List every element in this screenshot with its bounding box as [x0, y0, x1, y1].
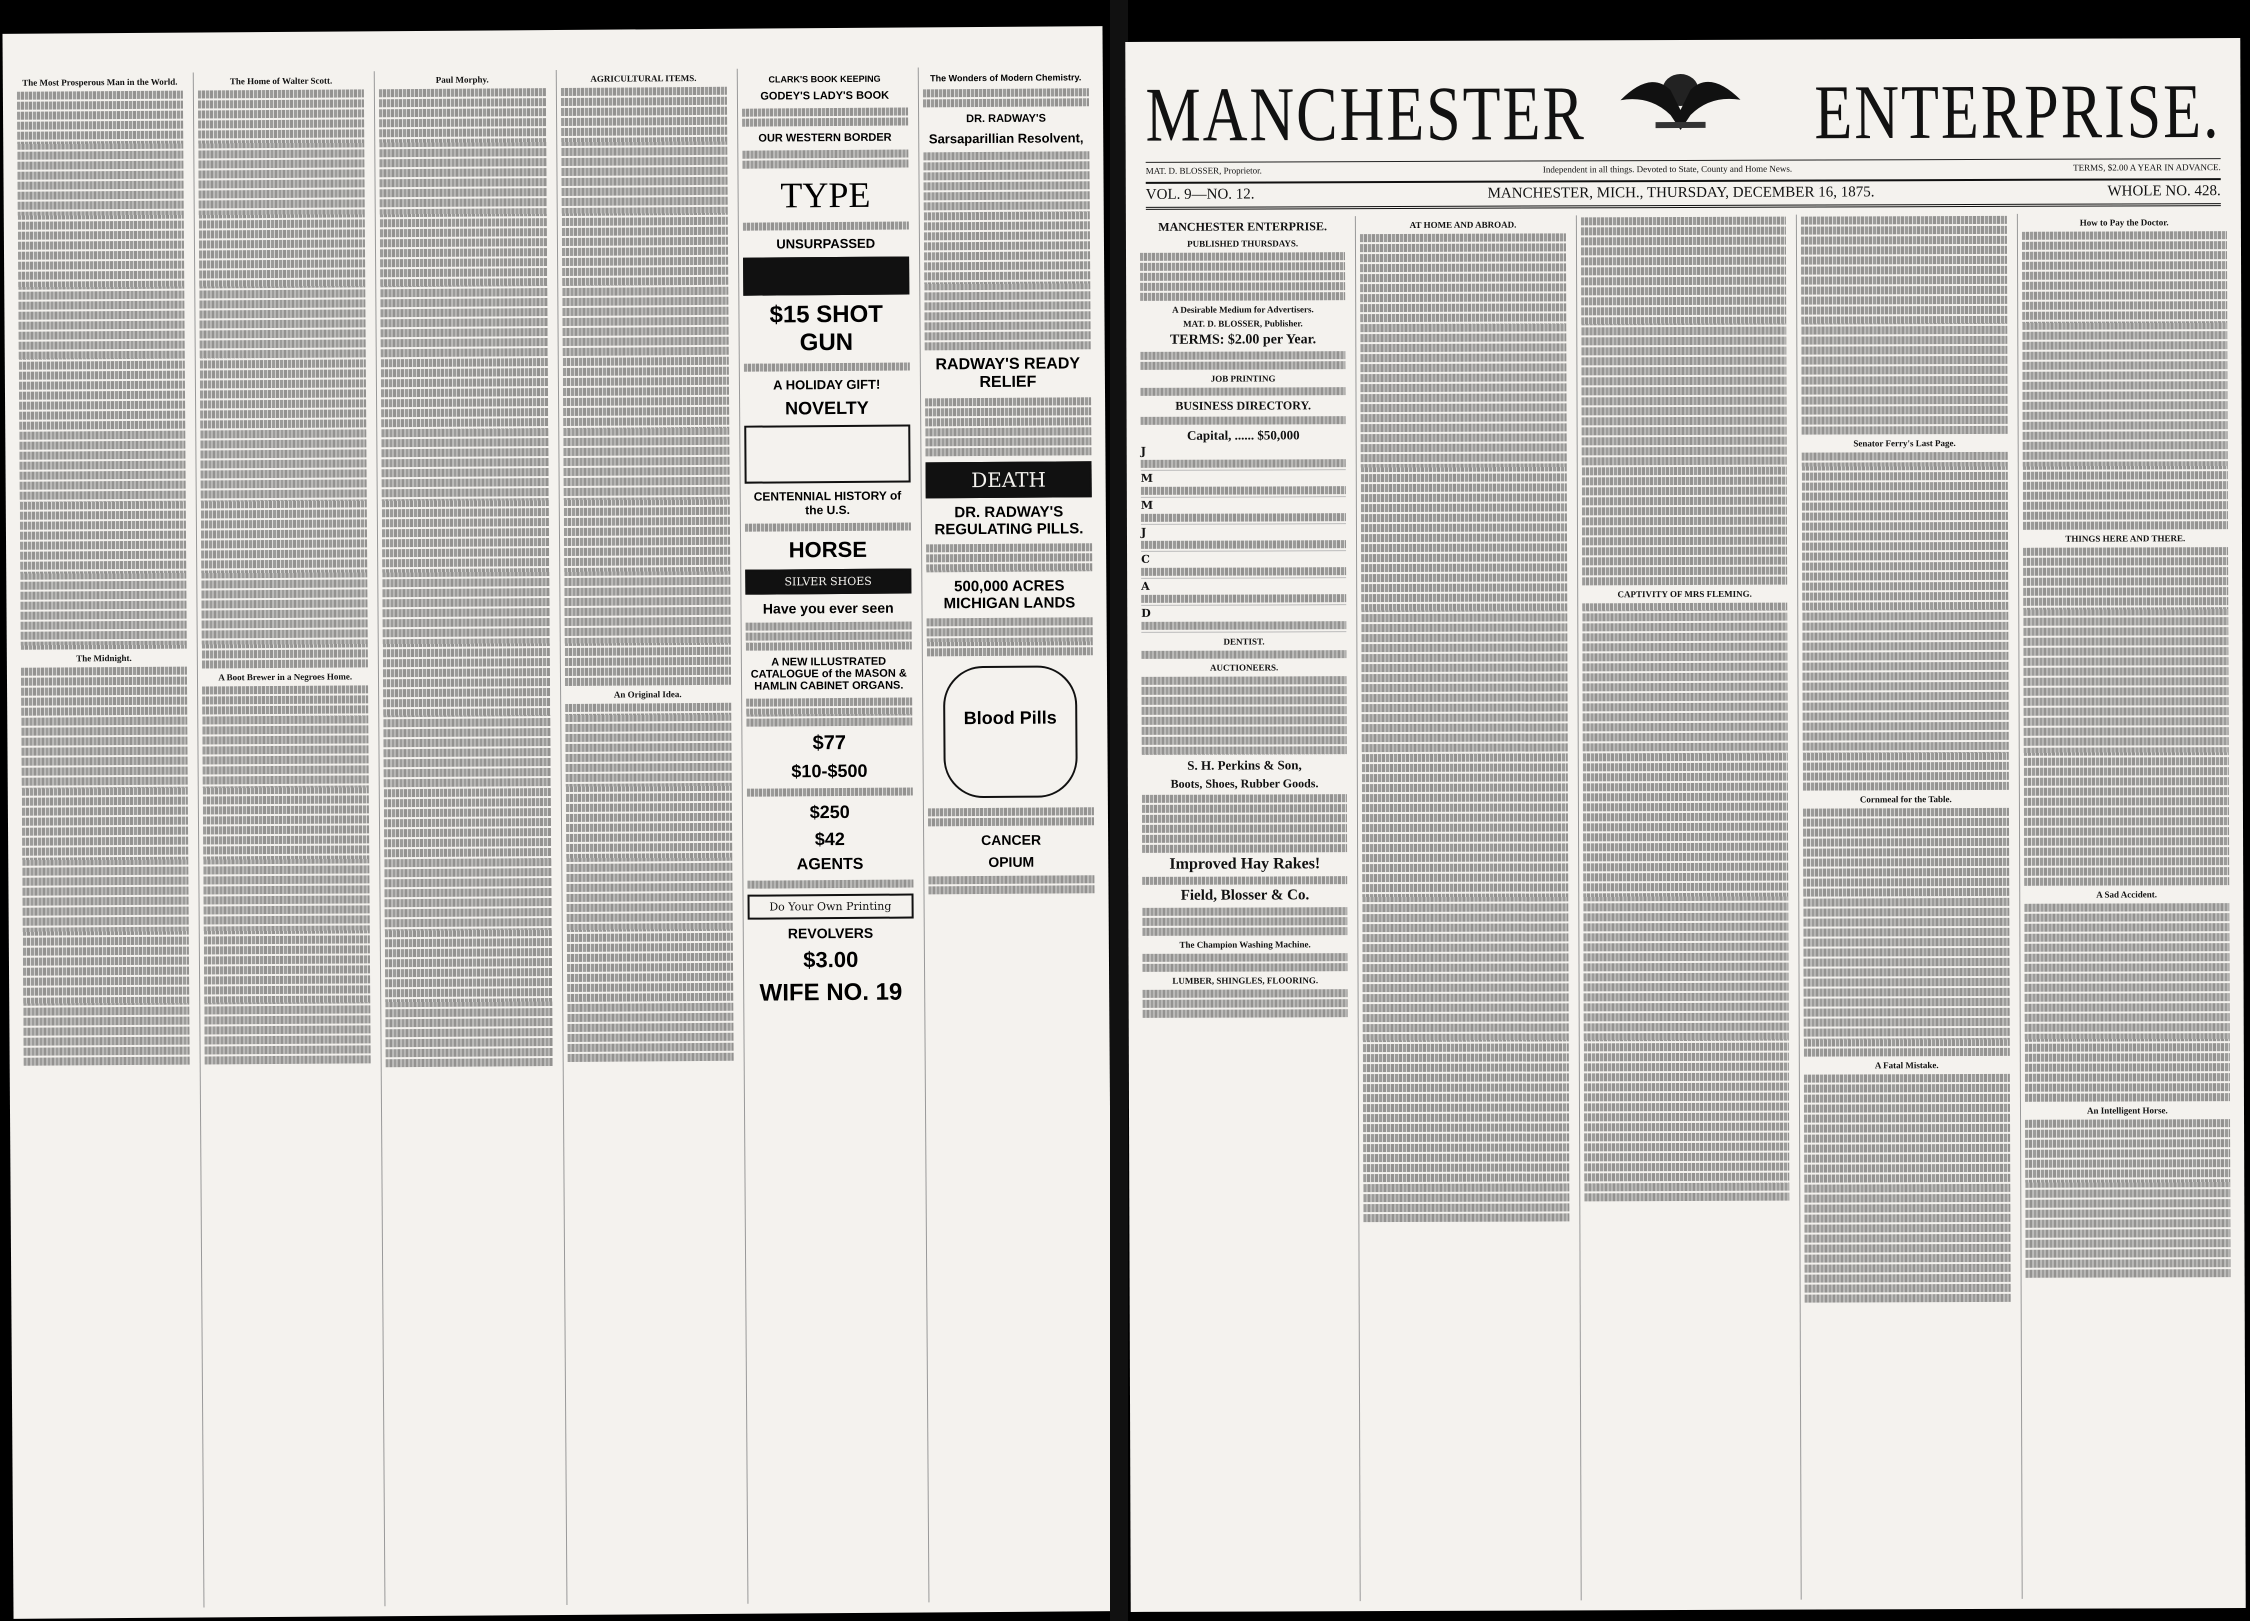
eagle-emblem-icon [1615, 60, 1745, 140]
ad-text: CENTENNIAL HISTORY of the U.S. [753, 488, 902, 518]
ad-text: $10-$500 [791, 760, 868, 782]
job-printing: JOB PRINTING [1210, 373, 1276, 384]
right-page-columns [1136, 213, 2236, 1602]
ad-text: Blood Pills [963, 707, 1057, 729]
article-heading: The Most Prosperous Man in the World. [22, 76, 178, 88]
ad-text: UNSURPASSED [776, 235, 876, 252]
bottle-illustration [943, 665, 1078, 798]
article-heading: An Intelligent Horse. [2086, 1105, 2168, 1116]
ad-text: AGENTS [796, 855, 864, 874]
manufacturer-name: Field, Blosser & Co. [1180, 887, 1310, 904]
business-directory-heading: BUSINESS DIRECTORY. [1175, 398, 1312, 413]
publisher-name: MAT. D. BLOSSER, Publisher. [1183, 318, 1303, 329]
ad-text: A NEW ILLUSTRATED CATALOGUE of the MASON & HAMLIN CABINET ORGANS. [750, 655, 907, 693]
whole-number: WHOLE NO. 428. [2107, 183, 2221, 200]
left-col-5-ads [736, 68, 922, 1604]
advertiser-blurb: A Desirable Medium for Advertisers. [1172, 304, 1314, 315]
article-heading: An Original Idea. [613, 689, 682, 700]
article-heading: How to Pay the Doctor. [2079, 217, 2169, 228]
ad-text: DEATH [925, 461, 1091, 498]
ad-text: WIFE NO. 19 [759, 978, 903, 1007]
ad-text: $3.00 [803, 946, 859, 973]
ad-text: TYPE [780, 174, 871, 216]
ad-text: REVOLVERS [787, 924, 874, 942]
ad-text: 500,000 ACRES MICHIGAN LANDS [943, 577, 1076, 613]
right-col-4 [1796, 214, 2015, 1600]
right-newspaper-page [1125, 38, 2245, 1612]
ad-text: A HOLIDAY GIFT! [773, 376, 881, 393]
terms-line: TERMS, $2.00 A YEAR IN ADVANCE. [2073, 162, 2221, 173]
left-col-3 [374, 70, 560, 1606]
article-heading: A Fatal Mistake. [1874, 1060, 1939, 1071]
right-col-1-directory: MANCHESTER ENTERPRISE. PUBLISHED THURSDAYS. A Desirable Medium for Advertisers. MAT. D. BLOSSER, Publisher. TERMS: $2.00 per Year. JOB PRINTING BUSINESS DIRECTORY. Capital, ...... $50,000 J M M J C A D DENTIST. AUCTIONEERS. S. H. Perkins & Son, Boots, Shoes, Rubber Goods. Improved Hay Rakes! Field, Blosser & Co. The Champion Washing Machine. LUMBER, SHINGLES, FLOORING. [1136, 216, 1354, 1602]
article-heading: THINGS HERE AND THERE. [2065, 533, 2186, 544]
hay-rakes-ad: Improved Hay Rakes! [1169, 855, 1321, 873]
ad-text: GODEY'S LADY'S BOOK [760, 89, 890, 103]
dentist-heading: DENTIST. [1223, 636, 1265, 647]
boots-ad: Boots, Shoes, Rubber Goods. [1170, 776, 1319, 791]
article-heading: Senator Ferry's Last Page. [1853, 438, 1956, 449]
article-heading: Paul Morphy. [435, 74, 489, 85]
ad-text: CLARK'S BOOK KEEPING [768, 73, 881, 85]
ad-text: $77 [812, 731, 846, 755]
left-col-1 [13, 73, 198, 1609]
article-heading: The Home of Walter Scott. [229, 75, 333, 87]
issue-date: MANCHESTER, MICH., THURSDAY, DECEMBER 16, 1875. [1487, 184, 1875, 202]
article-heading: AGRICULTURAL ITEMS. [590, 73, 697, 84]
ad-text: $250 [809, 801, 850, 823]
ad-text: SILVER SHOES [745, 569, 911, 595]
masthead-subline [1146, 158, 2221, 176]
paper-name-heading: MANCHESTER ENTERPRISE. [1158, 219, 1327, 234]
ad-image-block [743, 257, 909, 296]
left-col-4 [555, 69, 741, 1605]
ad-text: DR. RADWAY'S [966, 112, 1046, 126]
ad-image-block [744, 425, 911, 484]
left-col-2 [193, 71, 379, 1607]
ad-text: HORSE [788, 536, 868, 563]
ad-text: The Wonders of Modern Chemistry. [930, 72, 1082, 84]
ad-text: $42 [814, 828, 845, 850]
left-page-columns [13, 66, 1104, 1609]
right-col-3 [1576, 215, 1795, 1601]
article-heading: Cornmeal for the Table. [1859, 794, 1952, 805]
article-heading: CAPTIVITY OF MRS FLEMING. [1617, 588, 1752, 600]
masthead-title-right: ENTERPRISE. [1814, 69, 2221, 156]
article-heading: The Midnight. [76, 652, 132, 664]
volume-number: VOL. 9—NO. 12. [1145, 186, 1255, 203]
article-heading: A Sad Accident. [2096, 889, 2157, 900]
right-col-2 [1355, 215, 1574, 1601]
ad-text: RADWAY'S READY RELIEF [935, 355, 1081, 392]
ad-text: NOVELTY [784, 397, 869, 419]
publish-day: PUBLISHED THURSDAYS. [1187, 238, 1299, 249]
right-col-5 [2016, 213, 2235, 1599]
article-heading: A Boot Brewer in a Negroes Home. [218, 671, 353, 683]
ad-text: CANCER [981, 831, 1042, 849]
bank-capital: Capital, ...... $50,000 [1186, 427, 1300, 443]
left-newspaper-page [2, 26, 1113, 1619]
ad-text: Do Your Own Printing [747, 894, 913, 920]
ad-text: $15 SHOT GUN [769, 300, 884, 357]
ad-text: Have you ever seen [762, 599, 894, 617]
ad-text: Sarsaparillian Resolvent, [928, 130, 1084, 147]
ad-text: DR. RADWAY'S REGULATING PILLS. [934, 503, 1084, 539]
auctioneers-heading: AUCTIONEERS. [1209, 662, 1279, 673]
publisher-line: MAT. D. BLOSSER, Proprietor. [1145, 165, 1262, 176]
article-heading: AT HOME AND ABROAD. [1409, 219, 1517, 230]
masthead-title-left: MANCHESTER [1145, 71, 1586, 159]
motto-line: Independent in all things. Devoted to State, County and Home News. [1542, 163, 1793, 175]
ad-text: OUR WESTERN BORDER [758, 131, 892, 145]
left-col-6-ads [918, 66, 1104, 1602]
dateline [1146, 178, 2221, 210]
lumber-ad: LUMBER, SHINGLES, FLOORING. [1172, 975, 1319, 986]
perkins-ad: S. H. Perkins & Son, [1187, 757, 1302, 773]
masthead [1145, 58, 2221, 203]
ad-text: OPIUM [988, 853, 1035, 870]
subscription-terms: TERMS: $2.00 per Year. [1169, 332, 1317, 348]
washing-machine-ad: The Champion Washing Machine. [1179, 939, 1311, 950]
